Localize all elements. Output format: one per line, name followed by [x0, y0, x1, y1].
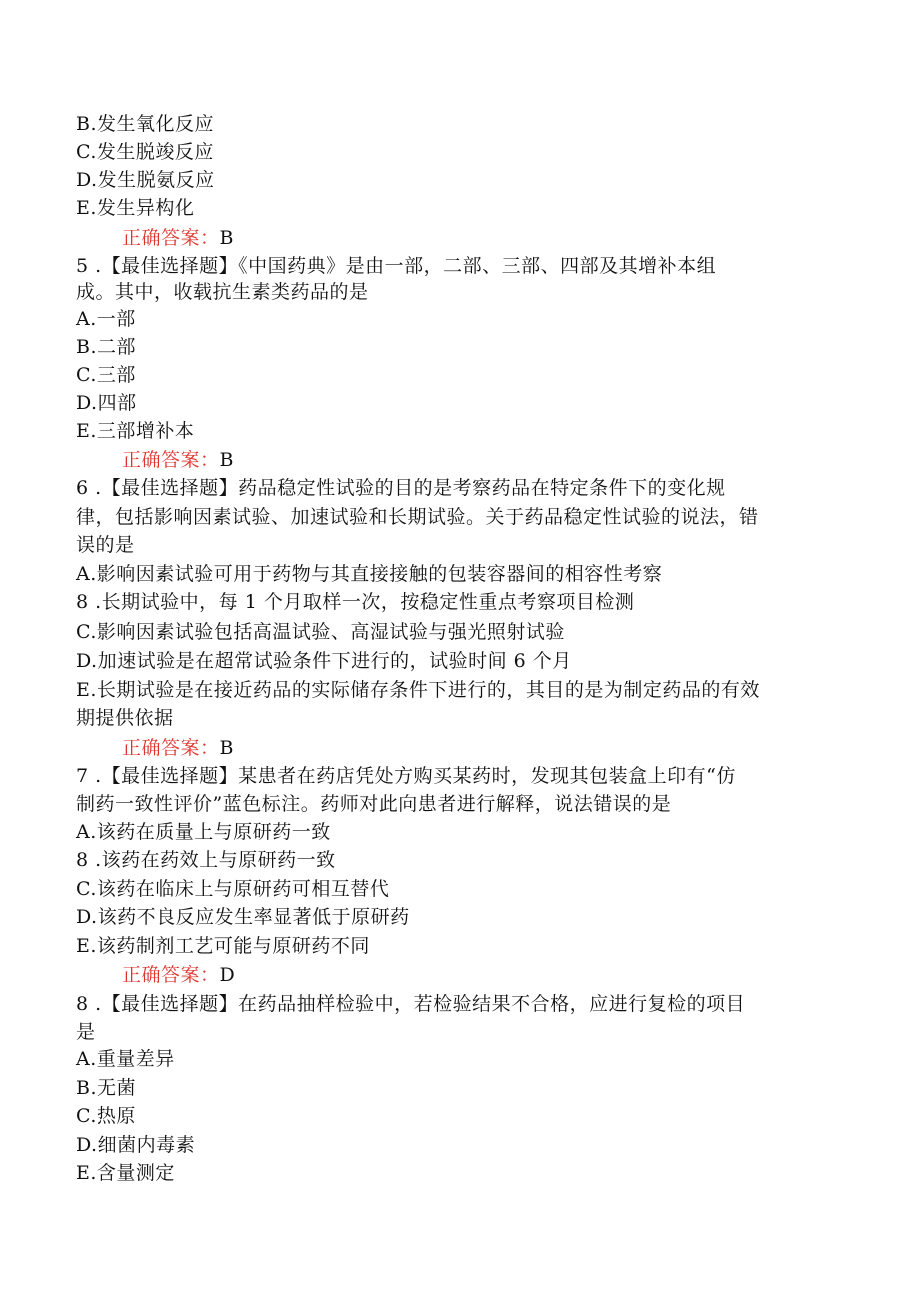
option-line: E.该药制剂工艺可能与原研药不同	[76, 935, 370, 957]
option-line: C.该药在临床上与原研药可相互替代	[76, 878, 390, 900]
question-line: 5 .【最佳选择题】《中国药典》是由一部，二部、三部、四部及其增补本组	[76, 255, 717, 277]
option-line: A.该药在质量上与原研药一致	[76, 821, 331, 843]
answer-value: D	[219, 964, 236, 986]
question-line: 误的是	[76, 534, 135, 556]
option-line: D.加速试验是在超常试验条件下进行的，试验时间 6 个月	[76, 650, 572, 672]
question-line: 6 .【最佳选择题】药品稳定性试验的目的是考察药品在特定条件下的变化规	[76, 477, 726, 499]
answer-label: 正确答案：	[122, 449, 220, 471]
option-line: E.含量测定	[76, 1162, 175, 1184]
answer-line	[122, 224, 234, 252]
option-line: E.长期试验是在接近药品的实际储存条件下进行的，其目的是为制定药品的有效	[76, 679, 760, 701]
answer-line	[122, 734, 234, 762]
option-line: 8 .该药在药效上与原研药一致	[76, 849, 336, 871]
option-line: B.二部	[76, 336, 137, 358]
question-line: 律，包括影响因素试验、加速试验和长期试验。关于药品稳定性试验的说法，错	[76, 506, 759, 528]
question-line: 成。其中，收载抗生素类药品的是	[76, 281, 369, 303]
option-line: A.影响因素试验可用于药物与其直接接触的包装容器间的相容性考察	[76, 563, 663, 585]
option-line: C.发生脱竣反应	[76, 141, 214, 163]
option-line: D.该药不良反应发生率显著低于原研药	[76, 906, 410, 928]
answer-line	[122, 961, 235, 989]
answer-value: B	[219, 737, 234, 759]
answer-label: 正确答案：	[122, 737, 220, 759]
option-line: D.四部	[76, 392, 137, 414]
answer-line	[122, 446, 234, 474]
question-line: 8 .【最佳选择题】在药品抽样检验中，若检验结果不合格，应进行复检的项目	[76, 993, 746, 1015]
question-line: 制药一致性评价”蓝色标注。药师对此向患者进行解释，说法错误的是	[76, 793, 672, 815]
answer-label: 正确答案：	[122, 964, 220, 986]
answer-label: 正确答案：	[122, 227, 220, 249]
option-line: D.细菌内毒素	[76, 1134, 196, 1156]
option-line: C.影响因素试验包括高温试验、高湿试验与强光照射试验	[76, 621, 565, 643]
option-line: B.发生氧化反应	[76, 113, 215, 135]
question-line: 7 .【最佳选择题】某患者在药店凭处方购买某药时，发现其包装盒上印有“仿	[76, 765, 736, 787]
option-line: A.一部	[76, 308, 136, 330]
option-line: 8 .长期试验中，每 1 个月取样一次，按稳定性重点考察项目检测	[76, 591, 635, 613]
option-line: E.发生异构化	[76, 197, 195, 219]
option-line: C.热原	[76, 1105, 136, 1127]
answer-value: B	[219, 449, 234, 471]
option-line: 期提供依据	[76, 707, 174, 729]
option-line: B.无菌	[76, 1077, 137, 1099]
option-line: E.三部增补本	[76, 420, 195, 442]
option-line: A.重量差异	[76, 1048, 175, 1070]
option-line: D.发生脱氨反应	[76, 169, 215, 191]
question-line: 是	[76, 1021, 96, 1043]
option-line: C.三部	[76, 364, 136, 386]
answer-value: B	[219, 227, 234, 249]
